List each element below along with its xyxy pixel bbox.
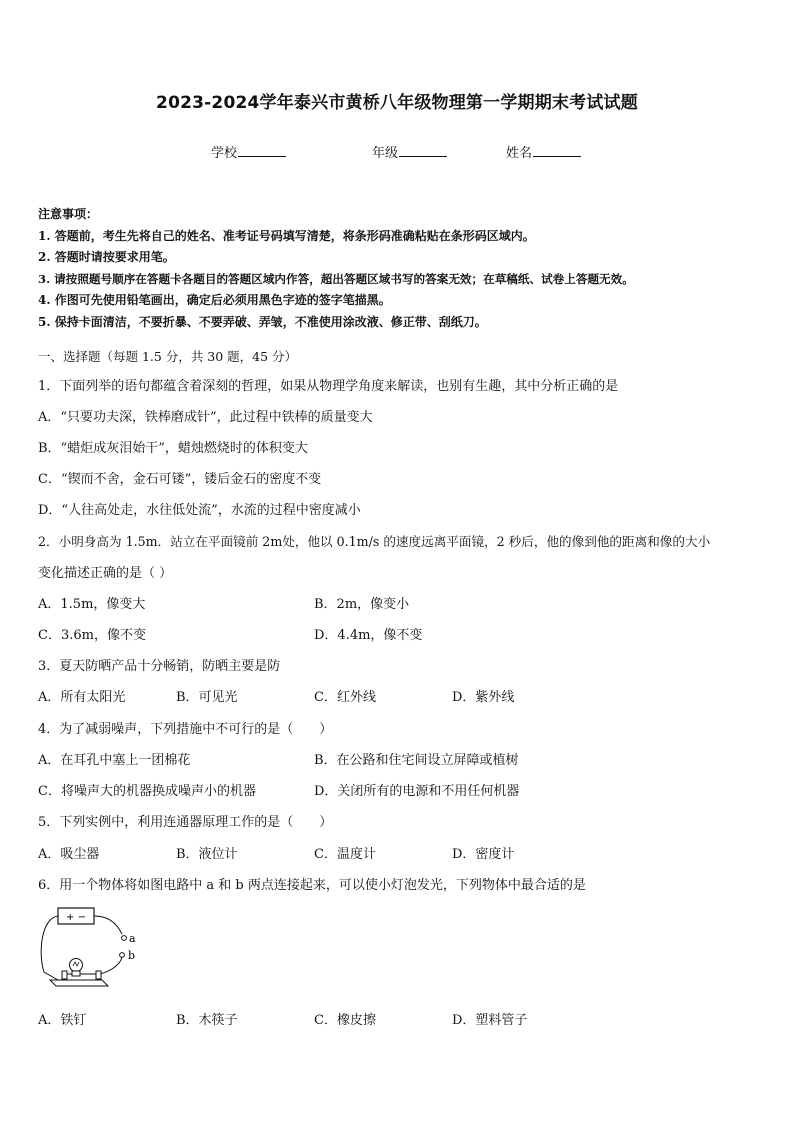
q6-option-b: B．木筷子 [176, 1013, 238, 1028]
question-1-stem: 1．下面列举的语句都蕴含着深刻的哲理，如果从物理学角度来解读，也别有生趣，其中分析正确的是 [38, 379, 619, 394]
question-5-stem: 5．下列实例中，利用连通器原理工作的是（ ） [38, 815, 333, 830]
note-item: 1. 答题前，考生先将自己的姓名、准考证号码填写清楚，将条形码准确粘贴在条形码区域内。 [38, 228, 535, 243]
question-2-stem-cont: 变化描述正确的是（ ） [38, 566, 173, 581]
terminal-a-icon [122, 936, 127, 941]
q2-option-c: C．3.6m，像不变 [38, 628, 146, 643]
q4-option-c: C．将噪声大的机器换成噪声小的机器 [38, 784, 256, 799]
name-field [506, 142, 581, 161]
name-label: 姓名 [506, 146, 533, 161]
q3-option-a: A．所有太阳光 [38, 690, 126, 705]
q3-option-c: C．红外线 [314, 690, 376, 705]
q4-option-b: B．在公路和住宅间设立屏障或植树 [314, 753, 519, 768]
question-3-stem: 3．夏天防晒产品十分畅销，防晒主要是防 [38, 659, 281, 674]
q4-option-d: D．关闭所有的电源和不用任何机器 [314, 784, 520, 799]
notes-heading: 注意事项： [38, 207, 99, 221]
note-item: 3. 请按照题号顺序在答题卡各题目的答题区域内作答，超出答题区域书写的答案无效；在草稿纸、试卷上答题无效。 [38, 271, 634, 286]
q1-option-b: B．“蜡炬成灰泪始干”，蜡烛燃烧时的体积变大 [38, 441, 308, 456]
school-blank [238, 144, 286, 157]
note-item: 4. 作图可先使用铅笔画出，确定后必须用黑色字迹的签字笔描黑。 [38, 293, 391, 307]
note-item: 2. 答题时请按要求用笔。 [38, 250, 175, 264]
q2-option-a: A．1.5m，像变大 [38, 597, 146, 612]
q1-option-c: C．“锲而不舍，金石可镂”，镂后金石的密度不变 [38, 472, 322, 487]
bulb-icon [70, 959, 83, 972]
school-label: 学校 [211, 146, 238, 161]
q6-option-c: C．橡皮擦 [314, 1013, 376, 1028]
point-b-label: b [128, 949, 136, 962]
q1-option-a: A．“只要功夫深，铁棒磨成针”，此过程中铁棒的质量变大 [38, 410, 373, 425]
notes-block [38, 204, 634, 333]
section-heading: 一、选择题（每题 1.5 分，共 30 题，45 分） [38, 349, 298, 364]
q5-option-a: A．吸尘器 [38, 847, 100, 862]
q2-option-b: B．2m，像变小 [314, 597, 410, 612]
q4-option-a: A．在耳孔中塞上一团棉花 [38, 753, 191, 768]
q2-option-d: D．4.4m，像不变 [314, 628, 423, 643]
q6-option-d: D．塑料管子 [452, 1013, 528, 1028]
grade-label: 年级 [372, 146, 399, 161]
grade-blank [399, 144, 447, 157]
terminal-b-icon [120, 953, 125, 958]
q3-option-d: D．紫外线 [452, 690, 515, 705]
battery-label: + − [66, 912, 86, 923]
q5-option-b: B．液位计 [176, 847, 238, 862]
note-item: 5. 保持卡面清洁，不要折暴、不要弄破、弄皱，不准使用涂改液、修正带、刮纸刀。 [38, 314, 487, 329]
q1-option-d: D．“人往高处走，水往低处流”，水流的过程中密度减小 [38, 503, 361, 518]
circuit-diagram [36, 904, 146, 994]
q5-option-c: C．温度计 [314, 847, 376, 862]
q6-option-a: A．铁钉 [38, 1013, 87, 1028]
q5-option-d: D．密度计 [452, 847, 515, 862]
question-6-stem: 6．用一个物体将如图电路中 a 和 b 两点连接起来，可以使小灯泡发光，下列物体中最合适的是 [38, 878, 586, 893]
school-field [211, 142, 286, 161]
board-icon [50, 980, 108, 986]
q3-option-b: B．可见光 [176, 690, 238, 705]
question-4-stem: 4．为了减弱噪声，下列措施中不可行的是（ ） [38, 722, 333, 737]
exam-title: 2023-2024学年泰兴市黄桥八年级物理第一学期期末考试试题 [156, 93, 638, 113]
name-blank [533, 144, 581, 157]
grade-field [372, 142, 447, 161]
point-a-label: a [129, 932, 136, 945]
question-2-stem: 2．小明身高为 1.5m．站立在平面镜前 2m处，他以 0.1m/s 的速度远离平面镜，2 秒后，他的像到他的距离和像的大小 [38, 534, 711, 549]
